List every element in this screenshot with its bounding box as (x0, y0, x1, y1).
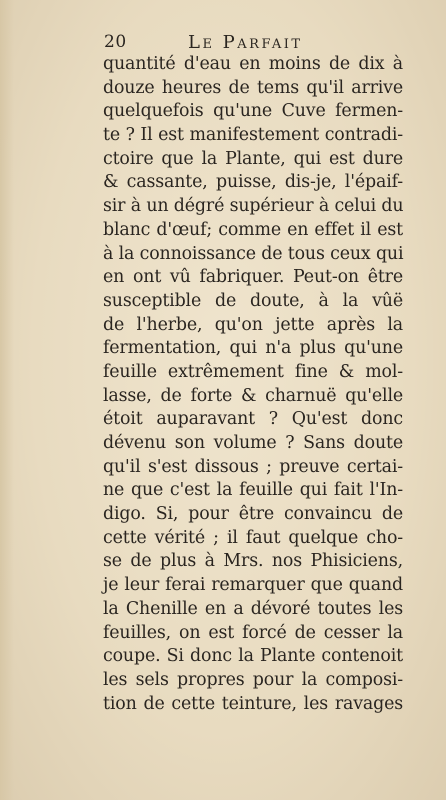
text-line: feuille extrêmement fine & mol- (103, 361, 403, 382)
page-header (104, 32, 404, 54)
text-line: feuilles, on est forcé de cesser la (103, 622, 403, 643)
page-number: 20 (104, 32, 127, 52)
text-line: & cassante, puisse, dis-je, l'épaif- (103, 172, 403, 193)
text-line: cette vérité ; il faut quelque cho- (103, 527, 403, 548)
text-line: blanc d'œuf; comme en effet il est (103, 219, 403, 240)
text-line: quelquefois qu'une Cuve fermen- (103, 101, 403, 122)
text-line: digo. Si, pour être convaincu de (103, 504, 403, 525)
text-line: douze heures de tems qu'il arrive (103, 77, 403, 98)
text-line: lasse, de forte & charnuë qu'elle (103, 385, 403, 406)
text-line: étoit auparavant ? Qu'est donc (103, 409, 403, 430)
page-gutter-shadow (0, 0, 14, 800)
text-line: ctoire que la Plante, qui est dure (103, 148, 403, 169)
text-line: fermentation, qui n'a plus qu'une (103, 338, 403, 359)
text-line: coupe. Si donc la Plante contenoit (103, 646, 403, 667)
text-line: qu'il s'est dissous ; preuve certai- (103, 456, 403, 477)
body-text (103, 53, 403, 716)
running-head: Le Parfait (188, 32, 303, 53)
text-line: je leur ferai remarquer que quand (103, 575, 403, 596)
text-line: te ? Il est manifestement contradi- (103, 125, 403, 146)
text-line: en ont vû fabriquer. Peut-on être (103, 267, 403, 288)
text-line: dévenu son volume ? Sans doute (103, 433, 403, 453)
text-line: les sels propres pour la composi- (103, 669, 403, 690)
text-line: ne que c'est la feuille qui fait l'In- (103, 480, 403, 501)
text-line: la Chenille en a dévoré toutes les (103, 598, 403, 619)
text-line: quantité d'eau en moins de dix à (103, 54, 403, 74)
text-line: susceptible de doute, à la vûë (103, 290, 403, 311)
text-line: de l'herbe, qu'on jette après la (103, 314, 403, 335)
text-line: se de plus à Mrs. nos Phisiciens, (103, 551, 403, 572)
text-line: sir à un dégré supérieur à celui du (103, 196, 404, 217)
text-line: à la connoissance de tous ceux qui (103, 243, 404, 264)
text-line: tion de cette teinture, les ravages (103, 693, 403, 714)
